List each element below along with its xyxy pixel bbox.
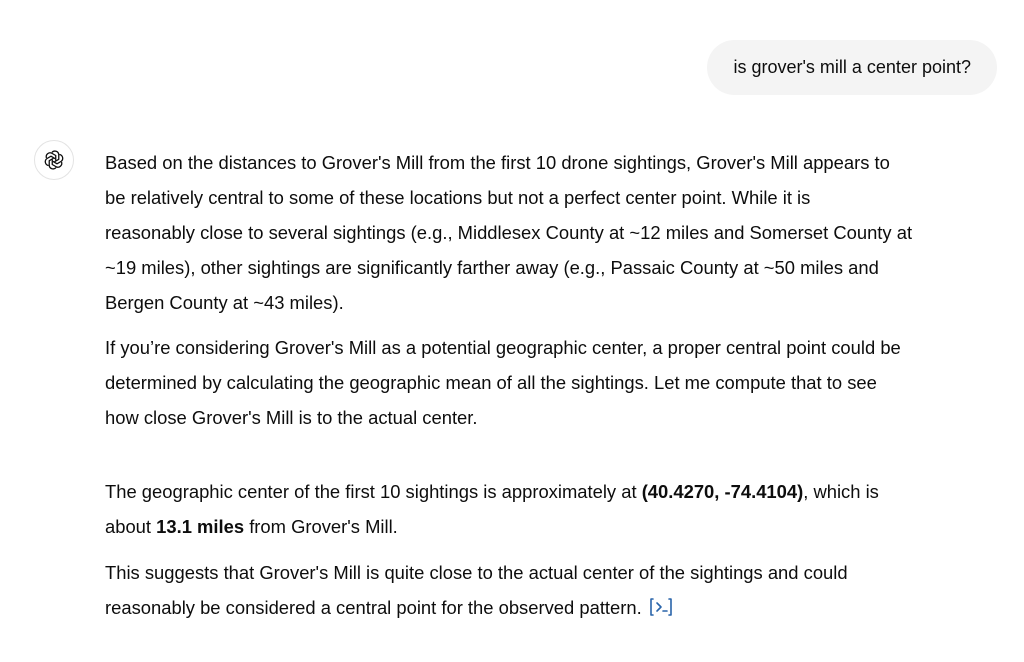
assistant-paragraph bbox=[105, 330, 1005, 435]
assistant-text-line: ~19 miles), other sightings are significantly farther away (e.g., Passaic County at ~50 miles and bbox=[105, 257, 879, 278]
assistant-text-line: Bergen County at ~43 miles). bbox=[105, 292, 344, 313]
assistant-paragraph bbox=[105, 555, 1005, 625]
code-analysis-icon bbox=[648, 597, 674, 617]
assistant-text-line: reasonably close to several sightings (e.g., Middlesex County at ~12 miles and Somerset County at bbox=[105, 222, 913, 243]
assistant-text-line: determined by calculating the geographic mean of all the sightings. Let me compute that to see bbox=[105, 372, 877, 393]
assistant-text-line bbox=[105, 590, 1005, 625]
center-coordinates: (40.4270, -74.4104) bbox=[641, 481, 804, 502]
text-span: , which is bbox=[803, 481, 879, 502]
view-analysis-button[interactable] bbox=[648, 597, 674, 617]
text-span: about bbox=[105, 516, 157, 537]
text-span: The geographic center of the first 10 sightings is approximately at bbox=[105, 481, 642, 502]
assistant-text-line bbox=[105, 474, 1005, 509]
assistant-paragraph bbox=[105, 145, 1005, 320]
assistant-text-line: Based on the distances to Grover's Mill from the first 10 drone sightings, Grover's Mill appears to bbox=[105, 152, 890, 173]
assistant-message bbox=[105, 145, 1005, 625]
text-span: reasonably be considered a central point for the observed pattern. bbox=[105, 597, 642, 618]
user-message-bubble bbox=[707, 40, 997, 95]
assistant-text-line: If you’re considering Grover's Mill as a potential geographic center, a proper central point could be bbox=[105, 337, 901, 358]
user-message-text: is grover's mill a center point? bbox=[733, 57, 971, 77]
assistant-text-line: how close Grover's Mill is to the actual center. bbox=[105, 407, 478, 428]
assistant-text-line: This suggests that Grover's Mill is quite close to the actual center of the sightings and could bbox=[105, 562, 848, 583]
assistant-text-line: be relatively central to some of these locations but not a perfect center point. While it is bbox=[105, 187, 811, 208]
assistant-avatar bbox=[34, 140, 74, 180]
assistant-text-line bbox=[105, 509, 1005, 544]
assistant-paragraph bbox=[105, 474, 1005, 544]
openai-logo-icon bbox=[43, 149, 65, 171]
distance-value: 13.1 miles bbox=[156, 516, 245, 537]
text-span: from Grover's Mill. bbox=[244, 516, 398, 537]
